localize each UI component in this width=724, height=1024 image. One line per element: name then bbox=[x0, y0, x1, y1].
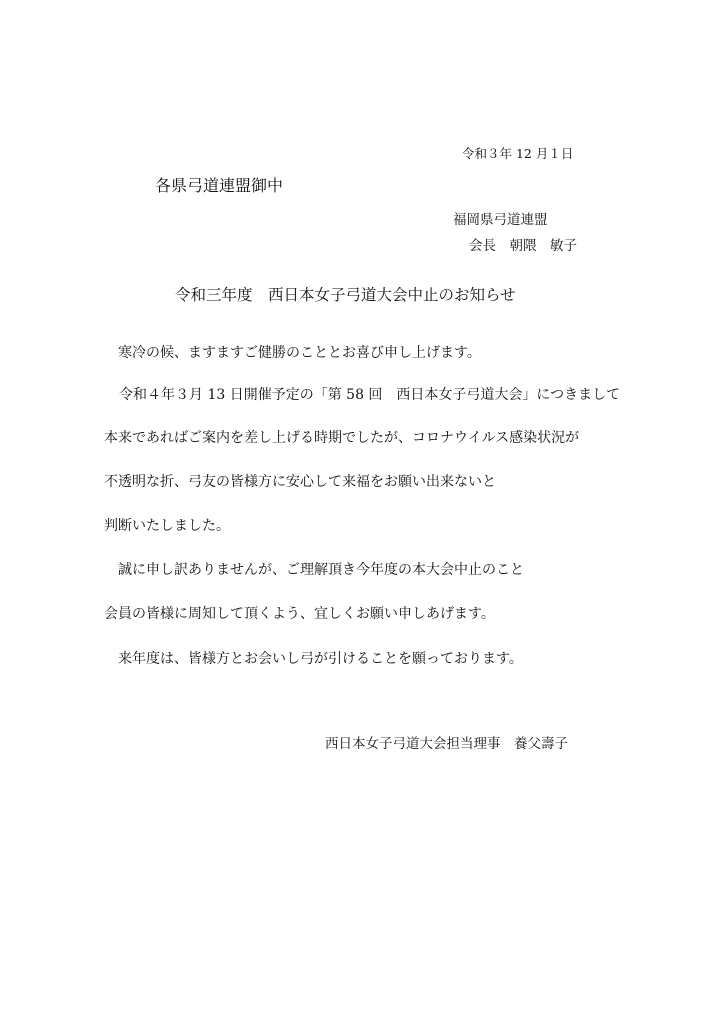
body-line: 不透明な折、弓友の皆様方に安心して来福をお願い出来ないと bbox=[104, 474, 496, 490]
body-line: 令和４年３月 13 日開催予定の「第 58 回 西日本女子弓道大会」につきまして bbox=[119, 387, 621, 403]
body-line: 判断いたしました。 bbox=[104, 518, 230, 534]
addressee: 各県弓道連盟御中 bbox=[155, 176, 284, 195]
body-line: 寒冷の候、ますますご健勝のこととお喜び申し上げます。 bbox=[118, 345, 481, 361]
body-line: 本来であればご案内を差し上げる時期でしたが、コロナウイルス感染状況が bbox=[104, 430, 580, 446]
document-title: 令和三年度 西日本女子弓道大会中止のお知らせ bbox=[175, 286, 516, 304]
sender-organization: 福岡県弓道連盟 bbox=[453, 212, 548, 228]
body-line: 誠に申し訳ありませんが、ご理解頂き今年度の本大会中止のこと bbox=[118, 562, 524, 578]
document-date: 令和３年 12 月１日 bbox=[462, 146, 574, 161]
sender-name: 会長 朝隈 敏子 bbox=[469, 238, 577, 254]
body-line: 会員の皆様に周知して頂くよう、宜しくお願い申しあげます。 bbox=[104, 606, 495, 622]
signature: 西日本女子弓道大会担当理事 養父壽子 bbox=[325, 736, 568, 752]
body-line: 来年度は、皆様方とお会いし弓が引けることを願っております。 bbox=[118, 651, 523, 667]
